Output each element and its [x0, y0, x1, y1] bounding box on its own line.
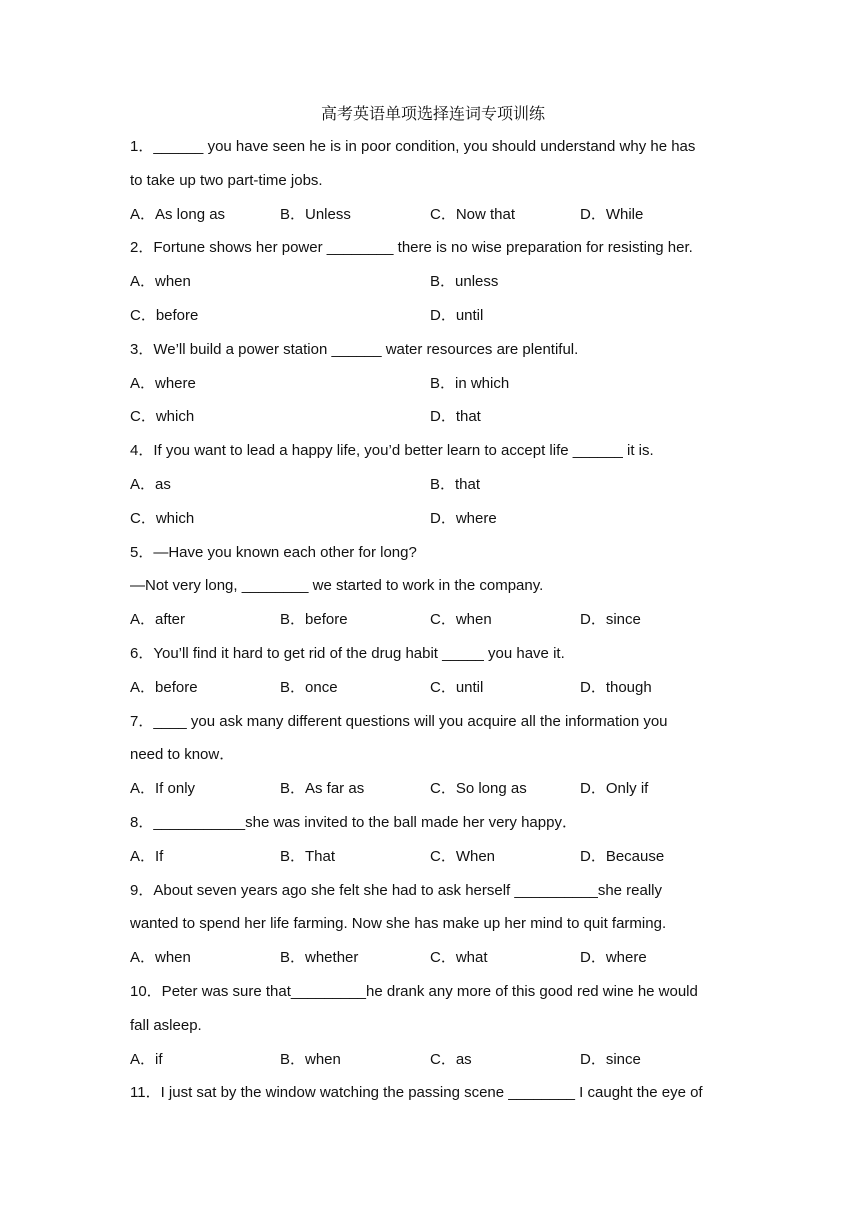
option-c: C．which: [130, 509, 195, 527]
option-c: C．before: [130, 306, 199, 324]
options-row: [130, 772, 732, 806]
option-b: B．before: [280, 611, 348, 629]
question-stem-continued: —Not very long, ________ we started to work in the company.: [130, 577, 544, 595]
option-d: D．though: [580, 678, 652, 696]
options-row: [130, 367, 732, 401]
option-c: C．when: [430, 611, 492, 629]
option-d: D．Only if: [580, 780, 649, 798]
option-a: A．if: [130, 1050, 163, 1068]
question-stem: 7．____ you ask many different questions will you acquire all the information you: [130, 712, 668, 730]
option-c: C．until: [430, 678, 484, 696]
option-b: B．That: [280, 847, 336, 865]
option-c: C．So long as: [430, 780, 527, 798]
option-d: D．since: [580, 611, 641, 629]
options-row: [130, 1043, 732, 1077]
option-d: D．that: [430, 408, 481, 426]
options-row: [130, 299, 732, 333]
option-b: B．As far as: [280, 780, 365, 798]
options-row: [130, 840, 732, 874]
option-a: A．as: [130, 475, 171, 493]
question-stem-continued: fall asleep.: [130, 1016, 202, 1034]
option-d: D．where: [430, 509, 497, 527]
option-a: A．If only: [130, 780, 196, 798]
option-b: B．once: [280, 678, 338, 696]
page-title: 高考英语单项选择连词专项训练: [320, 104, 545, 123]
options-row: [130, 671, 732, 705]
option-d: D．While: [580, 205, 644, 223]
question-stem-continued: wanted to spend her life farming. Now she has make up her mind to quit farming.: [130, 915, 667, 933]
option-b: B．unless: [430, 273, 499, 291]
question-stem: 4．If you want to lead a happy life, you’d better learn to accept life ______ it is.: [130, 442, 654, 460]
question-list: [130, 130, 732, 1110]
options-row: [130, 400, 732, 434]
options-row: [130, 265, 732, 299]
option-c: C．When: [430, 847, 496, 865]
question-stem: 9．About seven years ago she felt she had to ask herself __________she really: [130, 881, 663, 899]
question-stem: 6．You’ll find it hard to get rid of the drug habit _____ you have it.: [130, 644, 565, 662]
option-a: A．when: [130, 273, 191, 291]
option-a: A．where: [130, 374, 196, 392]
question-stem: 5．—Have you known each other for long?: [130, 543, 417, 561]
question-stem-continued: need to know．: [130, 746, 235, 764]
option-c: C．Now that: [430, 205, 516, 223]
options-row: [130, 198, 732, 232]
option-b: B．in which: [430, 374, 510, 392]
option-b: B．Unless: [280, 205, 351, 223]
option-a: A．before: [130, 678, 198, 696]
options-row: [130, 603, 732, 637]
option-b: B．when: [280, 1050, 341, 1068]
option-c: C．which: [130, 408, 195, 426]
question-stem: 2．Fortune shows her power ________ there is no wise preparation for resisting her.: [130, 239, 693, 257]
option-c: C．what: [430, 949, 488, 967]
question-stem: 10．Peter was sure that_________he drank any more of this good red wine he would: [130, 982, 698, 1000]
option-a: A．when: [130, 949, 191, 967]
option-d: D．where: [580, 949, 647, 967]
question-stem: 8．___________she was invited to the ball made her very happy．: [130, 813, 577, 831]
option-a: A．If: [130, 847, 164, 865]
options-row: [130, 502, 732, 536]
option-d: D．since: [580, 1050, 641, 1068]
question-stem: 11．I just sat by the window watching the passing scene ________ I caught the eye of: [130, 1084, 703, 1102]
option-d: D．until: [430, 306, 484, 324]
option-c: C．as: [430, 1050, 472, 1068]
option-b: B．whether: [280, 949, 359, 967]
question-stem: 3．We’ll build a power station ______ water resources are plentiful.: [130, 340, 579, 358]
question-stem: 1．______ you have seen he is in poor condition, you should understand why he has: [130, 138, 696, 155]
question-stem-continued: to take up two part-time jobs.: [130, 171, 323, 189]
option-d: D．Because: [580, 847, 665, 865]
option-a: A．As long as: [130, 205, 226, 223]
options-row: [130, 941, 732, 975]
options-row: [130, 468, 732, 502]
option-a: A．after: [130, 611, 186, 629]
option-b: B．that: [430, 475, 481, 493]
